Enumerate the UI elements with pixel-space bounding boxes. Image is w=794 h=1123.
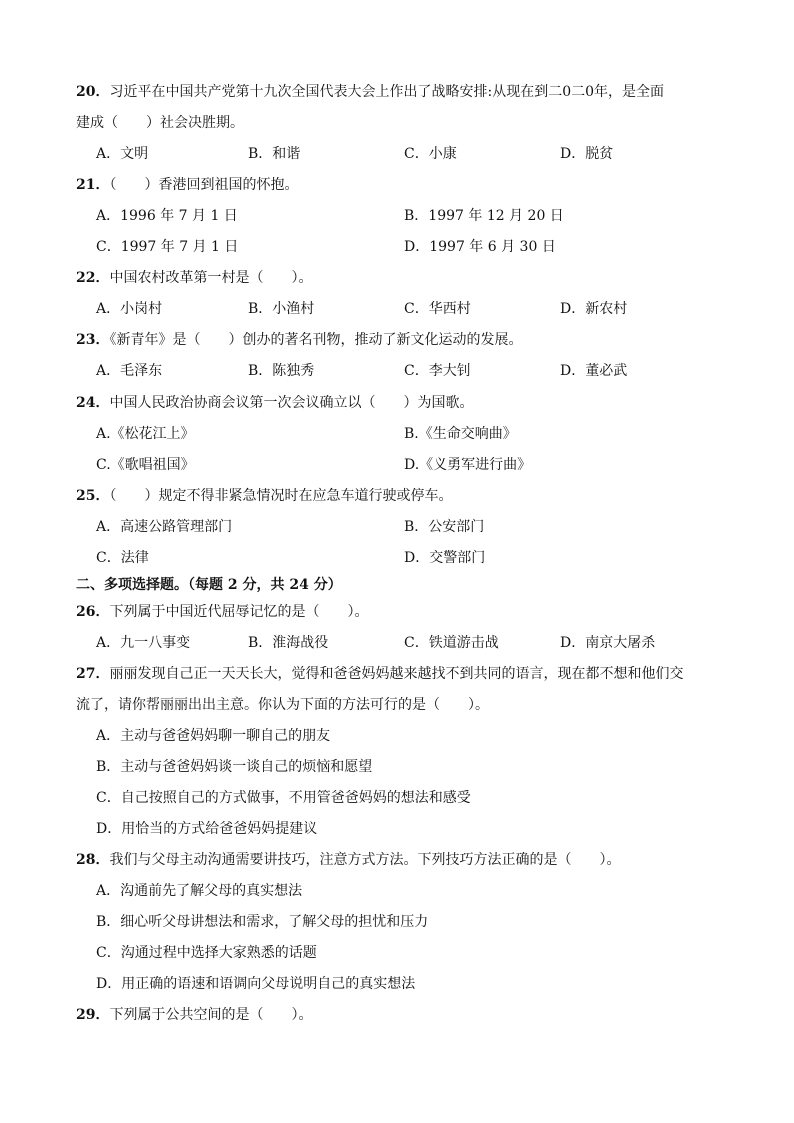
question-number: 24． (76, 395, 110, 411)
question-24 (76, 394, 473, 412)
option-a: A．小岗村 (96, 301, 163, 317)
question-27 (76, 665, 683, 683)
question-28 (76, 851, 620, 869)
option-c: C．小康 (404, 146, 457, 162)
question-text: 中国农村改革第一村是（ ）。 (109, 270, 313, 286)
option-a: A．高速公路管理部门 (96, 519, 233, 535)
option-c: C．华西村 (404, 301, 471, 317)
question-text: （ ）香港回到祖国的怀抱。 (109, 177, 299, 193)
question-text: 丽丽发现自己正一天天长大，觉得和爸爸妈妈越来越找不到共同的语言，现在都不想和他们交 (109, 666, 684, 682)
option-d: D．用正确的语速和语调向父母说明自己的真实想法 (96, 976, 416, 992)
question-20 (76, 83, 664, 101)
option-a: A．主动与爸爸妈妈聊一聊自己的朋友 (96, 728, 331, 744)
question-number: 23． (76, 332, 110, 348)
question-number: 22． (76, 270, 110, 286)
question-text-continued: 流了，请你帮丽丽出出主意。你认为下面的方法可行的是（ ）。 (76, 697, 489, 713)
option-c: C．1997 年 7 月 1 日 (96, 239, 239, 255)
option-a: A．毛泽东 (96, 363, 163, 379)
option-a: A.《松花江上》 (96, 426, 195, 442)
option-d: D．脱贫 (560, 146, 614, 162)
option-c: C．李大钊 (404, 363, 471, 379)
question-number: 29． (76, 1007, 110, 1023)
option-d: D．用恰当的方式给爸爸妈妈提建议 (96, 821, 318, 837)
option-b: B．公安部门 (404, 519, 485, 535)
option-d: D．1997 年 6 月 30 日 (404, 239, 556, 255)
question-number: 21． (76, 177, 110, 193)
option-a: A．沟通前先了解父母的真实想法 (96, 883, 303, 899)
question-29 (76, 1006, 312, 1024)
question-text: 下列属于中国近代屈辱记忆的是（ ）。 (109, 604, 369, 620)
question-text: 下列属于公共空间的是（ ）。 (109, 1007, 313, 1023)
option-c: C．自己按照自己的方式做事，不用管爸爸妈妈的想法和感受 (96, 790, 471, 806)
question-text: 我们与父母主动沟通需要讲技巧，注意方式方法。下列技巧方法正确的是（ ）。 (109, 852, 621, 868)
question-26 (76, 603, 368, 621)
option-d: D．南京大屠杀 (560, 635, 656, 651)
option-b: B．和谐 (248, 146, 301, 162)
option-d: D.《义勇军进行曲》 (404, 457, 532, 473)
question-23 (76, 331, 522, 349)
question-number: 28． (76, 852, 110, 868)
option-b: B．1997 年 12 月 20 日 (404, 208, 564, 224)
option-d: D．董必武 (560, 363, 628, 379)
option-c: C．法律 (96, 550, 149, 566)
option-c: C.《歌唱祖国》 (96, 457, 195, 473)
option-b: B．小渔村 (248, 301, 315, 317)
option-b: B．细心听父母讲想法和需求，了解父母的担忧和压力 (96, 914, 429, 930)
option-c: C．铁道游击战 (404, 635, 499, 651)
option-a: A．文明 (96, 146, 149, 162)
option-a: A．1996 年 7 月 1 日 (96, 208, 238, 224)
question-text: （ ）规定不得非紧急情况时在应急车道行驶或停车。 (109, 488, 453, 504)
option-b: B．陈独秀 (248, 363, 315, 379)
option-d: D．新农村 (560, 301, 628, 317)
section-heading: 二、多项选择题。（每题 2 分，共 24 分） (76, 577, 342, 593)
question-number: 27． (76, 666, 110, 682)
question-text-continued: 建成（ ）社会决胜期。 (76, 115, 244, 131)
option-b: B．主动与爸爸妈妈谈一谈自己的烦恼和愿望 (96, 759, 373, 775)
question-number: 26． (76, 604, 110, 620)
option-b: B.《生命交响曲》 (404, 426, 517, 442)
question-25 (76, 487, 452, 505)
option-b: B．淮海战役 (248, 635, 329, 651)
option-a: A．九一八事变 (96, 635, 191, 651)
option-c: C．沟通过程中选择大家熟悉的话题 (96, 945, 317, 961)
question-number: 25． (76, 488, 110, 504)
question-22 (76, 269, 312, 287)
option-d: D．交警部门 (404, 550, 486, 566)
question-text: 《新青年》是（ ）创办的著名刊物，推动了新文化运动的发展。 (109, 332, 523, 348)
question-21 (76, 176, 298, 194)
question-number: 20． (76, 84, 110, 100)
question-text: 中国人民政治协商会议第一次会议确立以（ ）为国歌。 (109, 395, 474, 411)
question-text: 习近平在中国共产党第十九次全国代表大会上作出了战略安排:从现在到二0二0年，是全面 (109, 84, 665, 100)
